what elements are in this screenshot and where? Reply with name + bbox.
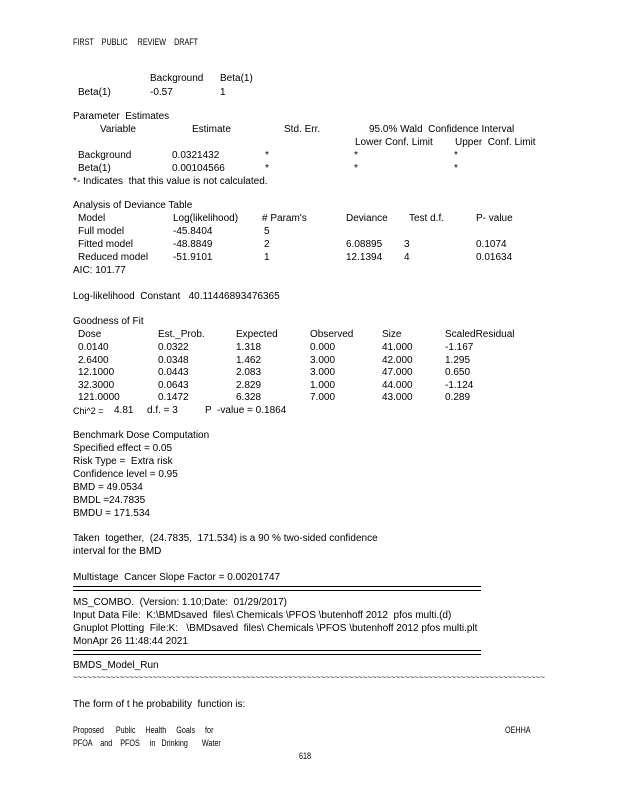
- dev-cell: 0.1074: [476, 239, 507, 250]
- degrees-of-freedom: d.f. = 3: [147, 405, 178, 416]
- dev-cell: 4: [404, 252, 410, 263]
- pe-row-std-err: *: [265, 150, 269, 161]
- dev-cell: 1: [264, 252, 270, 263]
- pe-header-lower: Lower Conf. Limit: [355, 137, 433, 148]
- gof-cell: 0.289: [445, 392, 471, 404]
- bmd-line: BMDL =24.7835: [73, 495, 146, 506]
- gof-cell: 0.1472: [158, 392, 189, 404]
- pe-header-std-err: Std. Err.: [284, 124, 321, 135]
- gof-cell: 121.0000: [78, 392, 120, 404]
- draft-header: FIRST PUBLIC REVIEW DRAFT: [73, 37, 199, 47]
- gof-cell: 42.000: [382, 354, 413, 366]
- model-run-heading: BMDS_Model_Run: [73, 660, 159, 671]
- footer-agency: OEHHA: [505, 725, 531, 735]
- gof-cell: 44.000: [382, 379, 413, 391]
- goodness-title: Goodness of Fit: [73, 316, 144, 327]
- gof-cell: -1.124: [445, 379, 474, 391]
- pe-row-estimate: 0.0321432: [172, 150, 220, 161]
- gof-cell: 0.0322: [158, 342, 189, 353]
- corr-value: -0.57: [150, 87, 173, 98]
- gof-header: Expected: [236, 329, 278, 340]
- bmd-line: Risk Type = Extra risk: [73, 456, 173, 467]
- dev-cell: -51.9101: [173, 252, 213, 263]
- gof-cell: -1.167: [445, 342, 474, 353]
- gof-cell: 1.318: [236, 342, 262, 353]
- dev-cell: Full model: [78, 226, 125, 237]
- dev-cell: 0.01634: [476, 252, 513, 263]
- gof-cell: 32.3000: [78, 379, 115, 391]
- gof-cell: 1.295: [445, 354, 471, 366]
- dev-cell: 6.08895: [346, 239, 383, 250]
- dev-cell: 12.1394: [346, 252, 383, 263]
- gof-header: ScaledResidual: [445, 329, 515, 340]
- parameter-estimates-title: Parameter Estimates: [73, 111, 170, 122]
- dev-cell: 2: [264, 239, 270, 250]
- gof-cell: 12.1000: [78, 367, 115, 379]
- run-info-line: Gnuplot Plotting File:K: \BMDsaved files\ Chemicals \PFOS \butenhoff 2012 pfos multi.plt: [73, 623, 478, 634]
- gof-cell: 1.462: [236, 354, 262, 366]
- divider: [73, 586, 481, 591]
- corr-header-beta: Beta(1): [220, 73, 253, 84]
- corr-row-label: Beta(1): [78, 87, 111, 98]
- slope-factor: Multistage Cancer Slope Factor = 0.00201747: [73, 572, 281, 583]
- dev-cell: 5: [264, 226, 270, 237]
- gof-cell: 3.000: [310, 367, 336, 379]
- dev-header: P- value: [476, 213, 513, 224]
- gof-cell: 2.829: [236, 379, 262, 391]
- gof-cell: 0.0140: [78, 342, 109, 353]
- run-info-line: Input Data File: K:\BMDsaved files\ Chemicals \PFOS \butenhoff 2012 pfos multi.(d): [73, 610, 452, 621]
- gof-cell: 43.000: [382, 392, 413, 404]
- gof-header: Dose: [78, 329, 102, 340]
- log-likelihood-constant: Log-likelihood Constant 40.11446893476365: [73, 291, 280, 302]
- dev-header: Log(likelihood): [173, 213, 239, 224]
- gof-header: Size: [382, 329, 402, 340]
- confidence-interval-text: interval for the BMD: [73, 546, 162, 557]
- gof-cell: 0.0643: [158, 379, 189, 391]
- tilde-divider: ~~~~~~~~~~~~~~~~~~~~~~~~~~~~~~~~~~~~~~~~~~~~~~~~~~~~~~~~~~~~~~~~~~~~~~~~~~~~~~~~~~~~~~~~~~~~~~~~~~~~~: [73, 673, 545, 682]
- dev-cell: -45.8404: [173, 226, 213, 237]
- bmd-title: Benchmark Dose Computation: [73, 430, 210, 441]
- pe-row-name: Beta(1): [78, 163, 111, 174]
- gof-header: Observed: [310, 329, 354, 340]
- bmd-line: BMD = 49.0534: [73, 482, 143, 493]
- p-value: P -value = 0.1864: [205, 405, 287, 416]
- bmd-line: Specified effect = 0.05: [73, 443, 173, 454]
- bmd-line: BMDU = 171.534: [73, 508, 150, 519]
- page-number: 618: [299, 751, 312, 761]
- pe-row-std-err: *: [265, 163, 269, 174]
- dev-header: Deviance: [346, 213, 388, 224]
- gof-cell: 6.328: [236, 392, 262, 404]
- pe-header-upper: Upper Conf. Limit: [455, 137, 536, 148]
- dev-header: Test d.f.: [409, 213, 445, 224]
- probability-function-text: The form of t he probability function is:: [73, 699, 246, 710]
- dev-cell: Fitted model: [78, 239, 134, 250]
- gof-cell: 41.000: [382, 342, 413, 353]
- gof-cell: 3.000: [310, 354, 336, 366]
- confidence-interval-text: Taken together, (24.7835, 171.534) is a 90 % two-sided confidence: [73, 533, 378, 544]
- dev-cell: 3: [404, 239, 410, 250]
- pe-row-lower: *: [354, 163, 358, 174]
- gof-cell: 2.083: [236, 367, 262, 379]
- corr-header-background: Background: [150, 73, 204, 84]
- divider: [73, 650, 481, 655]
- gof-cell: 0.0443: [158, 367, 189, 379]
- pe-note: *- Indicates that this value is not calculated.: [73, 176, 268, 187]
- run-info-line: MonApr 26 11:48:44 2021: [73, 636, 188, 647]
- footer-line: Proposed Public Health Goals for: [73, 725, 214, 735]
- gof-cell: 1.000: [310, 379, 336, 391]
- pe-row-upper: *: [454, 163, 458, 174]
- gof-cell: 7.000: [310, 392, 336, 404]
- deviance-title: Analysis of Deviance Table: [73, 200, 193, 211]
- footer-line: PFOA and PFOS in Drinking Water: [73, 738, 221, 748]
- aic-value: AIC: 101.77: [73, 265, 126, 276]
- chi-square-label: Chi^2 =: [73, 406, 104, 416]
- dev-cell: -48.8849: [173, 239, 213, 250]
- pe-row-upper: *: [454, 150, 458, 161]
- pe-row-name: Background: [78, 150, 132, 161]
- pe-header-estimate: Estimate: [192, 124, 231, 135]
- pe-header-ci: 95.0% Wald Confidence Interval: [369, 124, 515, 135]
- corr-value: 1: [220, 87, 226, 98]
- dev-header: # Param's: [262, 213, 307, 224]
- gof-cell: 0.0348: [158, 354, 189, 366]
- gof-cell: 0.000: [310, 342, 336, 353]
- gof-cell: 0.650: [445, 367, 471, 379]
- dev-cell: Reduced model: [78, 252, 149, 263]
- run-info-line: MS_COMBO. (Version: 1.10;Date: 01/29/2017): [73, 597, 287, 608]
- chi-square-value: 4.81: [114, 405, 134, 416]
- pe-row-lower: *: [354, 150, 358, 161]
- gof-header: Est._Prob.: [158, 329, 205, 340]
- gof-cell: 47.000: [382, 367, 413, 379]
- gof-cell: 2.6400: [78, 354, 109, 366]
- pe-header-variable: Variable: [100, 124, 136, 135]
- bmd-line: Confidence level = 0.95: [73, 469, 178, 480]
- pe-row-estimate: 0.00104566: [172, 163, 225, 174]
- dev-header: Model: [78, 213, 106, 224]
